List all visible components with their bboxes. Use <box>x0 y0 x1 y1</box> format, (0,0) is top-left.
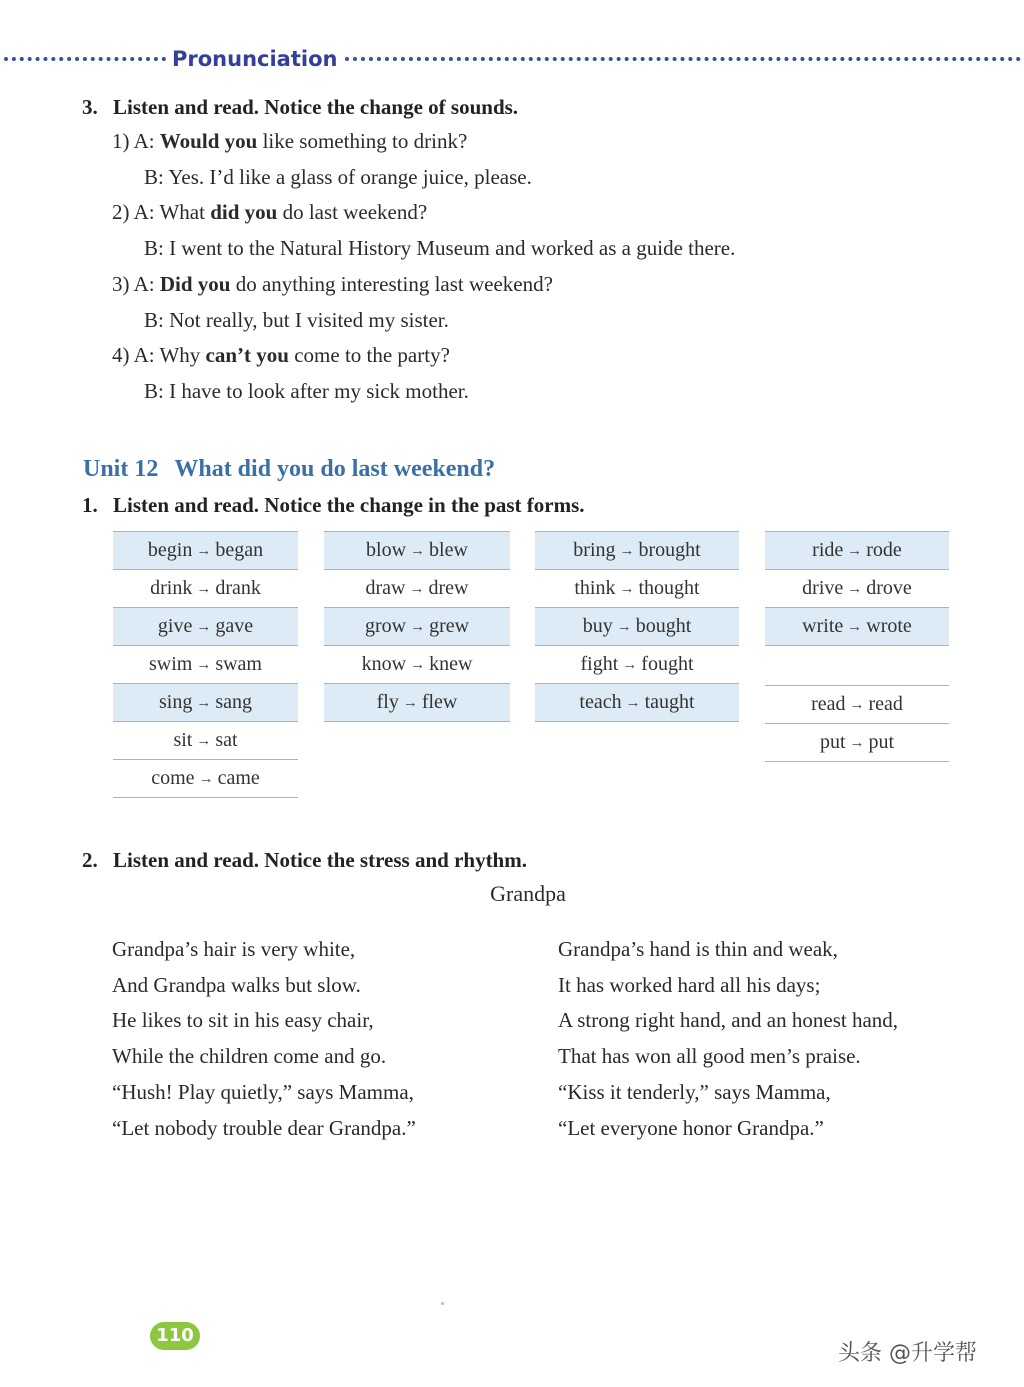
verb-pair <box>535 570 739 608</box>
speaker-label: B: <box>144 307 164 332</box>
dialogue-line-b <box>144 307 449 333</box>
past-form: blew <box>429 539 468 561</box>
verb-pair <box>113 646 298 684</box>
exercise-title-text: Listen and read. Notice the change in the past forms. <box>113 493 585 517</box>
verb-pair <box>535 684 739 722</box>
dialogue-emphasis: can’t you <box>205 343 289 368</box>
arrow-right-icon: → <box>619 581 635 597</box>
arrow-right-icon: → <box>625 695 641 711</box>
verb-pair <box>113 531 298 570</box>
past-form: came <box>217 767 260 789</box>
unit-title <box>83 454 495 484</box>
unit-number: Unit 12 <box>83 456 159 482</box>
arrow-right-icon: → <box>196 695 212 711</box>
base-form: sit <box>173 729 193 751</box>
arrow-right-icon: → <box>410 657 426 673</box>
past-form: taught <box>644 691 695 713</box>
base-form: fight <box>580 653 619 675</box>
past-form: read <box>868 693 903 715</box>
dialogue-line-a <box>112 271 553 297</box>
exercise-2-title <box>82 847 527 873</box>
past-form: sat <box>215 729 238 751</box>
speaker-label: B: <box>144 378 164 403</box>
arrow-right-icon: → <box>410 543 426 559</box>
print-speck <box>441 1302 444 1305</box>
arrow-right-icon: → <box>196 581 212 597</box>
exercise-1-title <box>82 492 585 518</box>
poem-line: While the children come and go. <box>112 1044 387 1069</box>
past-form: drank <box>215 577 261 599</box>
poem-line: A strong right hand, and an honest hand, <box>558 1008 899 1033</box>
arrow-right-icon: → <box>198 771 214 787</box>
dialogue-text: do anything interesting last weekend? <box>230 271 553 296</box>
arrow-right-icon: → <box>847 581 863 597</box>
dialogue-text: Not really, but I visited my sister. <box>169 307 449 332</box>
verb-pair <box>113 760 298 798</box>
poem-line: “Let nobody trouble dear Grandpa.” <box>112 1115 416 1140</box>
arrow-right-icon: → <box>196 733 212 749</box>
past-form: flew <box>421 691 458 713</box>
base-form: put <box>819 731 846 753</box>
base-form: give <box>157 615 193 637</box>
dialogue-number: 3) <box>112 271 130 296</box>
dotted-rule-right <box>345 57 1021 61</box>
dialogue-text: I went to the Natural History Museum and worked as a guide there. <box>169 236 736 261</box>
past-form: began <box>215 539 264 561</box>
past-form: put <box>868 731 895 753</box>
exercise-3-title <box>82 94 518 120</box>
dialogue-text: Why <box>159 343 206 368</box>
verb-pair <box>324 608 510 646</box>
dialogue-emphasis: did you <box>210 200 278 225</box>
verb-pair <box>324 646 510 684</box>
dialogue-line-b <box>144 164 532 190</box>
base-form: grow <box>364 615 407 637</box>
speaker-label: A: <box>133 271 155 296</box>
base-form: know <box>361 653 407 675</box>
section-header-title: Pronunciation <box>172 47 338 71</box>
verb-column-2 <box>324 531 510 722</box>
verb-pair <box>113 684 298 722</box>
dialogue-text: Yes. I’d like a glass of orange juice, please. <box>168 164 532 189</box>
past-form: bought <box>635 615 692 637</box>
base-form: come <box>151 767 195 789</box>
past-form: rode <box>866 539 902 561</box>
past-form: drove <box>866 577 912 599</box>
exercise-title-text: Listen and read. Notice the stress and rhythm. <box>113 848 527 872</box>
speaker-label: A: <box>133 343 155 368</box>
table-gap <box>765 646 949 685</box>
exercise-number: 1. <box>82 493 98 517</box>
base-form: swim <box>148 653 193 675</box>
poem-line: He likes to sit in his easy chair, <box>112 1008 374 1033</box>
dialogue-line-a <box>112 199 427 225</box>
poem-line: Grandpa’s hair is very white, <box>112 937 356 961</box>
dialogue-emphasis: Did you <box>159 271 231 296</box>
arrow-right-icon: → <box>849 697 865 713</box>
past-form: fought <box>641 653 694 675</box>
past-form: wrote <box>866 615 912 637</box>
arrow-right-icon: → <box>619 543 635 559</box>
verb-column-3 <box>535 531 739 722</box>
dialogue-text: do last weekend? <box>277 200 428 225</box>
poem-line: It has worked hard all his days; <box>558 972 821 997</box>
past-form: grew <box>429 615 470 637</box>
verb-pair <box>765 724 949 762</box>
verb-pair <box>765 685 949 724</box>
speaker-label: A: <box>133 200 155 225</box>
verb-pair <box>324 531 510 570</box>
past-form: brought <box>638 539 701 561</box>
poem-line: “Let everyone honor Grandpa.” <box>558 1115 824 1140</box>
poem-line: “Hush! Play quietly,” says Mamma, <box>112 1079 414 1104</box>
base-form: fly <box>376 691 399 713</box>
dialogue-text: I have to look after my sick mother. <box>169 378 469 403</box>
poem-line: Grandpa’s hand is thin and weak, <box>558 937 838 961</box>
arrow-right-icon: → <box>196 619 212 635</box>
past-form: drew <box>428 577 469 599</box>
arrow-right-icon: → <box>196 543 212 559</box>
base-form: teach <box>579 691 622 713</box>
dialogue-line-a <box>112 342 450 368</box>
verb-pair <box>535 646 739 684</box>
verb-pair <box>535 608 739 646</box>
verb-pair <box>535 531 739 570</box>
past-form: sang <box>215 691 252 713</box>
base-form: write <box>802 615 844 637</box>
base-form: begin <box>147 539 193 561</box>
verb-pair <box>113 608 298 646</box>
base-form: drive <box>802 577 844 599</box>
section-header <box>0 44 1024 74</box>
exercise-number: 3. <box>82 95 98 119</box>
base-form: draw <box>365 577 406 599</box>
past-form: knew <box>429 653 473 675</box>
verb-pair <box>765 608 949 646</box>
past-form: swam <box>215 653 262 675</box>
dialogue-text: like something to drink? <box>257 129 468 153</box>
base-form: sing <box>158 691 193 713</box>
past-form: gave <box>215 615 254 637</box>
watermark: 头条 @升学帮 <box>838 1341 977 1366</box>
unit-title-text: What did you do last weekend? <box>174 456 496 482</box>
verb-column-1 <box>113 531 298 798</box>
poem-line: That has won all good men’s praise. <box>558 1044 861 1069</box>
base-form: think <box>574 577 616 599</box>
base-form: bring <box>573 539 616 561</box>
exercise-number: 2. <box>82 848 98 872</box>
page-number-badge: 110 <box>150 1322 200 1350</box>
base-form: ride <box>812 539 844 561</box>
arrow-right-icon: → <box>622 657 638 673</box>
arrow-right-icon: → <box>410 619 426 635</box>
base-form: drink <box>150 577 193 599</box>
poem-line: “Kiss it tenderly,” says Mamma, <box>558 1079 831 1104</box>
arrow-right-icon: → <box>616 619 632 635</box>
past-form: thought <box>638 577 700 599</box>
dialogue-line-a <box>112 128 467 154</box>
verb-pair <box>324 570 510 608</box>
speaker-label: B: <box>144 236 164 261</box>
arrow-right-icon: → <box>196 657 212 673</box>
arrow-right-icon: → <box>847 619 863 635</box>
poem-stanza-2 <box>558 932 898 1146</box>
base-form: read <box>811 693 846 715</box>
arrow-right-icon: → <box>409 581 425 597</box>
verb-pair <box>324 684 510 722</box>
poem-line: And Grandpa walks but slow. <box>112 972 361 997</box>
verb-pair <box>113 570 298 608</box>
verb-pair <box>765 531 949 570</box>
speaker-label: B: <box>144 164 164 189</box>
dialogue-line-b <box>144 378 469 404</box>
dialogue-number: 2) <box>112 200 130 225</box>
base-form: buy <box>582 615 613 637</box>
arrow-right-icon: → <box>402 695 418 711</box>
dialogue-line-b <box>144 235 735 261</box>
exercise-title-text: Listen and read. Notice the change of sounds. <box>113 95 519 119</box>
speaker-label: A: <box>133 129 155 153</box>
dialogue-number: 1) <box>112 129 130 153</box>
verb-column-4 <box>765 531 949 762</box>
dialogue-text: come to the party? <box>288 343 450 368</box>
dialogue-emphasis: Would you <box>159 129 258 153</box>
arrow-right-icon: → <box>847 543 863 559</box>
poem-stanza-1 <box>112 932 416 1146</box>
dialogue-number: 4) <box>112 343 130 368</box>
arrow-right-icon: → <box>849 735 865 751</box>
base-form: blow <box>366 539 407 561</box>
verb-pair <box>765 570 949 608</box>
verb-pair <box>113 722 298 760</box>
dialogue-text: What <box>159 200 211 225</box>
poem-title: Grandpa <box>490 881 566 906</box>
dotted-rule-left <box>4 57 166 61</box>
